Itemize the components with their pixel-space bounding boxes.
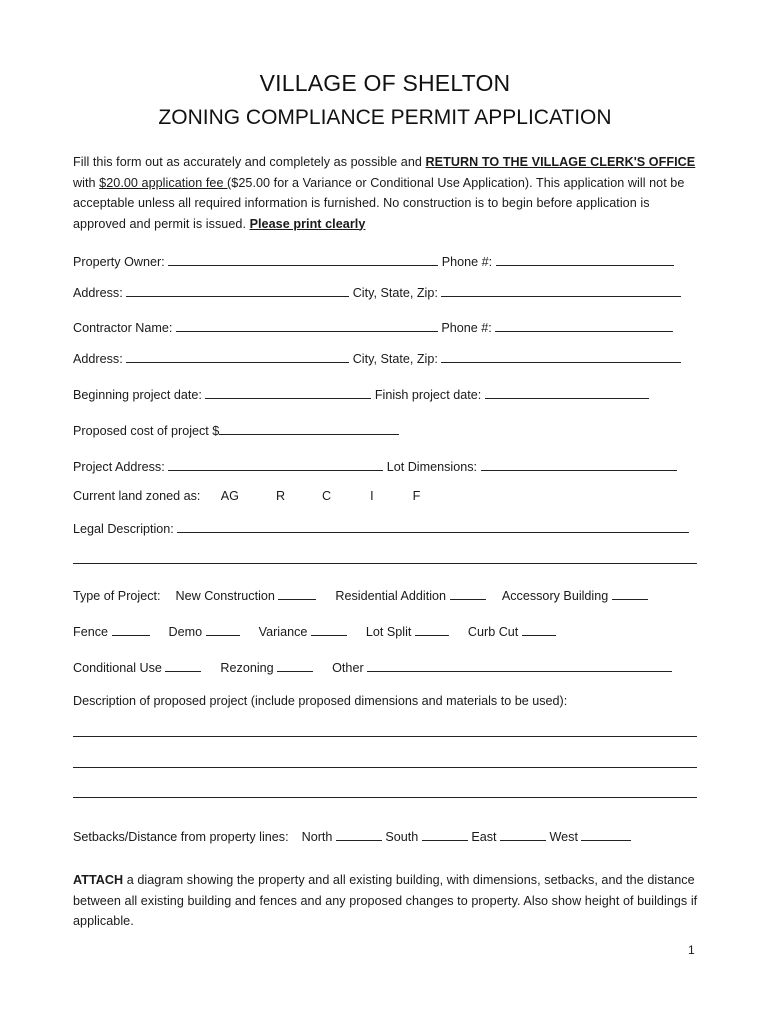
fence-field[interactable]	[112, 622, 150, 636]
page-subtitle: ZONING COMPLIANCE PERMIT APPLICATION	[158, 106, 612, 129]
instructions-paragraph	[73, 152, 698, 234]
west-field[interactable]	[581, 827, 631, 841]
contractor-address-row	[73, 349, 681, 365]
setbacks-label: Setbacks/Distance from property lines:	[73, 830, 289, 844]
lot-dimensions-label: Lot Dimensions:	[386, 460, 477, 474]
current-zoned-label: Current land zoned as:	[73, 489, 201, 503]
east-field[interactable]	[500, 827, 546, 841]
intro-text-2: with	[73, 175, 100, 190]
address-label: Address:	[73, 286, 123, 300]
intro-text-1: Fill this form out as accurately and completely as possible and	[73, 155, 426, 169]
current-zoning-row	[73, 488, 420, 504]
legal-description-line[interactable]	[73, 563, 697, 564]
project-dates-row	[73, 385, 649, 401]
owner-address-field[interactable]	[126, 283, 349, 297]
description-row	[73, 693, 567, 709]
residential-addition-field[interactable]	[450, 586, 486, 600]
accessory-building-field[interactable]	[612, 586, 648, 600]
variance-field[interactable]	[311, 622, 347, 636]
print-clearly-text: Please print clearly	[249, 216, 366, 231]
new-construction-label: New Construction	[175, 589, 275, 603]
conditional-use-label: Conditional Use	[73, 661, 162, 675]
lot-split-label: Lot Split	[365, 625, 412, 639]
legal-description-label: Legal Description:	[73, 522, 174, 536]
finish-date-field[interactable]	[485, 385, 649, 399]
curb-cut-label: Curb Cut	[467, 625, 519, 639]
intro-text-3: $25.00 for a Variance or Conditional Use Application). This application will not be acceptable unless all required information is furnished. No construction is to begin before application is approved and permit is issued.	[73, 175, 685, 231]
project-type-row-3	[73, 658, 672, 674]
demo-field[interactable]	[206, 622, 240, 636]
north-label: North	[301, 830, 333, 844]
other-field[interactable]	[367, 658, 672, 672]
west-label: West	[549, 830, 578, 844]
conditional-use-field[interactable]	[165, 658, 201, 672]
zone-option-ag[interactable]: AG	[220, 489, 239, 503]
south-field[interactable]	[422, 827, 468, 841]
rezoning-label: Rezoning	[220, 661, 274, 675]
residential-addition-label: Residential Addition	[335, 589, 447, 603]
contractor-address-field[interactable]	[126, 349, 349, 363]
page-number: 1	[688, 943, 695, 957]
project-address-label: Project Address:	[73, 460, 165, 474]
page-title: VILLAGE OF SHELTON	[259, 70, 511, 96]
attach-bold-text: ATTACH	[73, 873, 124, 887]
zone-option-r[interactable]: R	[275, 489, 286, 503]
contractor-row	[73, 318, 673, 334]
property-owner-label: Property Owner:	[73, 255, 165, 269]
description-line-2[interactable]	[73, 767, 697, 768]
owner-city-field[interactable]	[441, 283, 681, 297]
zone-option-i[interactable]: I	[370, 489, 374, 503]
attach-paragraph	[73, 870, 698, 932]
phone-label: Phone #:	[441, 255, 493, 269]
fence-label: Fence	[73, 625, 109, 639]
project-address-field[interactable]	[168, 457, 383, 471]
property-owner-row	[73, 252, 674, 268]
other-label: Other	[332, 661, 364, 675]
zone-option-c[interactable]: C	[322, 489, 332, 503]
owner-address-row	[73, 283, 681, 299]
contractor-city-field[interactable]	[441, 349, 681, 363]
north-field[interactable]	[336, 827, 382, 841]
setbacks-row	[73, 827, 631, 843]
variance-label: Variance	[258, 625, 308, 639]
new-construction-field[interactable]	[278, 586, 316, 600]
contractor-address-label: Address:	[73, 352, 123, 366]
legal-description-row	[73, 519, 689, 535]
east-label: East	[471, 830, 497, 844]
south-label: South	[385, 830, 419, 844]
demo-label: Demo	[168, 625, 203, 639]
beginning-date-field[interactable]	[205, 385, 371, 399]
proposed-cost-label: Proposed cost of project $	[73, 424, 220, 438]
city-state-zip-label: City, State, Zip:	[352, 286, 438, 300]
proposed-cost-field[interactable]	[219, 421, 399, 435]
project-address-row	[73, 457, 677, 473]
property-owner-field[interactable]	[168, 252, 438, 266]
accessory-building-label: Accessory Building	[501, 589, 609, 603]
legal-description-field[interactable]	[177, 519, 689, 533]
lot-split-field[interactable]	[415, 622, 449, 636]
attach-text: a diagram showing the property and all existing building, with dimensions, setbacks, and the distance between all existing building and fences and any proposed changes to property. Also show height of buildings if applicable.	[73, 873, 698, 928]
fee-text: $20.00 application fee (	[99, 175, 232, 190]
contractor-phone-label: Phone #:	[441, 321, 492, 335]
proposed-cost-row	[73, 421, 399, 437]
lot-dimensions-field[interactable]	[481, 457, 677, 471]
beginning-date-label: Beginning project date:	[73, 388, 202, 402]
return-to-clerk-text: RETURN TO THE VILLAGE CLERK'S OFFICE	[425, 155, 696, 169]
description-line-3[interactable]	[73, 797, 697, 798]
description-label: Description of proposed project (include proposed dimensions and materials to be used):	[73, 694, 568, 708]
project-type-label: Type of Project:	[73, 589, 161, 603]
contractor-name-label: Contractor Name:	[73, 321, 173, 335]
project-type-row	[73, 586, 648, 602]
contractor-name-field[interactable]	[176, 318, 438, 332]
zone-option-f[interactable]: F	[412, 489, 421, 503]
curb-cut-field[interactable]	[522, 622, 556, 636]
project-type-row-2	[73, 622, 556, 638]
finish-date-label: Finish project date:	[374, 388, 482, 402]
rezoning-field[interactable]	[277, 658, 313, 672]
contractor-phone-field[interactable]	[495, 318, 673, 332]
description-line-1[interactable]	[73, 736, 697, 737]
owner-phone-field[interactable]	[496, 252, 674, 266]
contractor-city-label: City, State, Zip:	[352, 352, 438, 366]
